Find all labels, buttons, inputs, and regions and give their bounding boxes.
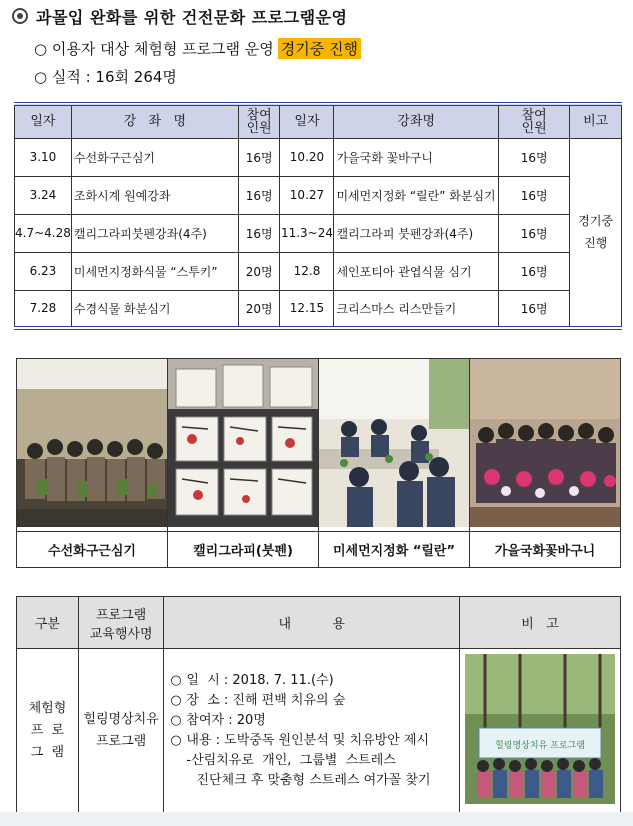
detail-content-cont-1: -산림치유로 개인, 그룹별 스트레스: [186, 752, 396, 768]
header-name-2: 강좌명: [334, 104, 498, 138]
banner-text: 힐링명상치유 프로그램: [495, 740, 585, 751]
group-photo-image: [470, 359, 620, 527]
course-cell: 크리스마스 리스만들기: [334, 290, 498, 328]
people-cell: 16명: [498, 138, 569, 176]
schedule-table: [14, 102, 622, 330]
detail-content-cont-2: 진단체크 후 맞춤형 스트레스 여가꼴 찾기: [196, 772, 431, 788]
program-name-line-1: 힐링명상치유: [83, 711, 159, 727]
category-line-1: 체험형: [28, 700, 67, 716]
class-photo-image: [319, 359, 469, 527]
category-cell: [17, 649, 79, 813]
header-date-1: 일자: [15, 104, 72, 138]
date-cell: 6.23: [15, 252, 72, 290]
people-cell: 16명: [238, 138, 280, 176]
detail-date: ○ 일 시 : 2018. 7. 11.(수): [170, 672, 334, 688]
category-line-2: 프 로: [30, 722, 65, 738]
title-text: 과몰입 완화를 위한 건전문화 프로그램운영: [36, 7, 348, 27]
forest-group-photo: [465, 654, 615, 804]
program-row: [17, 649, 621, 813]
people-cell: 16명: [498, 176, 569, 214]
result-line: ○ 실적 : 16회 264명: [34, 68, 177, 86]
detail-content: ○ 내용 : 도박중독 원인분석 및 치유방안 제시: [170, 732, 430, 748]
course-cell: 세인포티아 관엽식물 심기: [334, 252, 498, 290]
table-row: [15, 252, 622, 290]
photo-fine-dust-plant: [319, 359, 470, 532]
people-cell: 16명: [238, 176, 280, 214]
program-header-row: [17, 597, 621, 649]
date-cell: 10.20: [280, 138, 334, 176]
course-cell: 수경식물 화분심기: [71, 290, 238, 328]
program-prefix: ○ 이용자 대상 체험형 프로그램 운영: [34, 40, 274, 58]
course-cell: 수선화구근심기: [71, 138, 238, 176]
caption-calligraphy: 캘리그라피(붓펜): [168, 532, 319, 568]
table-row: [15, 138, 622, 176]
calligraphy-photo-image: [168, 359, 318, 527]
photo-row: [17, 359, 621, 532]
date-cell: 12.15: [280, 290, 334, 328]
date-cell: 11.3~24: [280, 214, 334, 252]
note-cell: [570, 138, 622, 328]
photo-table: [16, 358, 621, 568]
note-line-1: 경기중: [578, 214, 614, 229]
people-cell: 16명: [238, 214, 280, 252]
date-cell: 3.24: [15, 176, 72, 214]
people-cell: 20명: [238, 290, 280, 328]
date-cell: 10.27: [280, 176, 334, 214]
program-name-cell: [78, 649, 164, 813]
header-people-2: 참여 인원: [498, 104, 569, 138]
date-cell: 7.28: [15, 290, 72, 328]
table-row: [15, 290, 622, 328]
photo-calligraphy: [168, 359, 319, 532]
course-cell: 조화시계 원예강좌: [71, 176, 238, 214]
detail-place: ○ 장 소 : 진해 편백 치유의 숲: [170, 692, 346, 708]
header-program: [78, 597, 164, 649]
category-line-3: 그 램: [30, 744, 65, 760]
detail-participants: ○ 참여자 : 20명: [170, 712, 266, 728]
date-cell: 4.7~4.28: [15, 214, 72, 252]
program-line: [34, 38, 361, 59]
photo-autumn-chrysanthemum: [470, 359, 621, 532]
course-cell: 미세먼지정화식물 “스투키”: [71, 252, 238, 290]
header-people-1: 참여 인원: [238, 104, 280, 138]
note-photo-cell: [460, 649, 621, 813]
program-name-line-2: 프로그램: [96, 733, 147, 749]
schedule-header-row: [15, 104, 622, 138]
details-cell: [164, 649, 460, 813]
footer-bar: [0, 812, 633, 826]
course-cell: 캘리그라피 붓펜강좌(4주): [334, 214, 498, 252]
date-cell: 12.8: [280, 252, 334, 290]
status-highlight: 경기중 진행: [278, 38, 361, 59]
table-row: [15, 176, 622, 214]
header-note: 비 고: [460, 597, 621, 649]
header-name-1: 강 좌 명: [71, 104, 238, 138]
note-line-2: 진행: [584, 236, 608, 251]
caption-narcissus: 수선화구근심기: [17, 532, 168, 568]
header-content: 내 용: [164, 597, 460, 649]
caption-row: [17, 532, 621, 568]
header-date-2: 일자: [280, 104, 334, 138]
people-cell: 16명: [498, 252, 569, 290]
header-program-line-1: 프로그램: [96, 607, 147, 623]
header-note: 비고: [570, 104, 622, 138]
people-cell: 20명: [238, 252, 280, 290]
header-category: 구분: [17, 597, 79, 649]
header-program-line-2: 교육행사명: [89, 626, 153, 642]
people-cell: 16명: [498, 290, 569, 328]
target-circle-icon: [12, 8, 28, 24]
course-cell: 미세먼지정화 “릴란” 화분심기: [334, 176, 498, 214]
course-cell: 캘리그라피붓펜강좌(4주): [71, 214, 238, 252]
course-cell: 가을국화 꽃바구니: [334, 138, 498, 176]
page-title: [12, 4, 348, 28]
caption-autumn-chrysanthemum: 가을국화꽃바구니: [470, 532, 621, 568]
photo-narcissus: [17, 359, 168, 532]
program-table: [16, 596, 621, 813]
caption-fine-dust-plant: 미세먼지정화 “릴란”: [319, 532, 470, 568]
table-row: [15, 214, 622, 252]
group-photo-image: [17, 359, 167, 527]
people-cell: 16명: [498, 214, 569, 252]
date-cell: 3.10: [15, 138, 72, 176]
